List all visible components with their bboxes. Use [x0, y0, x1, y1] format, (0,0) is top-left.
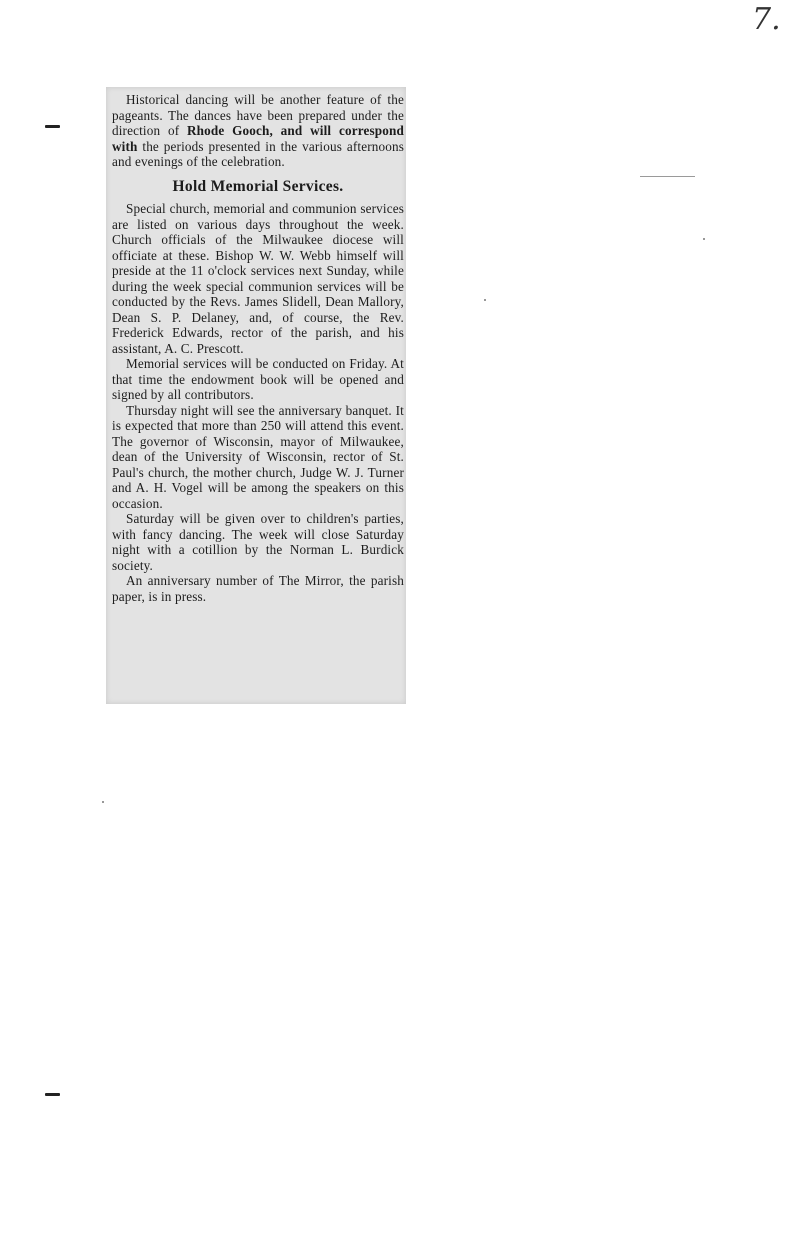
page-number: 7. — [752, 2, 781, 37]
intro-paragraph — [112, 92, 404, 170]
paragraph-services: Special church, memorial and communion services are listed on various days throughout the week. Church officials of the Milwaukee diocese will officiate at these. Bishop W. W. Webb himself will preside at the 11 o'clock services next Sunday, while during the week special communion services will be conducted by the Revs. James Slidell, Dean Mallory, Dean S. P. Delaney, and, of course, the Rev. Frederick Edwards, rector of the parish, and his assistant, A. C. Prescott. — [112, 201, 404, 356]
left-margin-mark-bottom — [45, 1093, 60, 1096]
stray-pencil-line — [640, 176, 695, 177]
paragraph-mirror: An anniversary number of The Mirror, the parish paper, is in press. — [112, 573, 404, 604]
stray-mark — [102, 801, 104, 803]
stray-mark — [484, 299, 486, 301]
paragraph-banquet: Thursday night will see the anniversary banquet. It is expected that more than 250 will attend this event. The governor of Wisconsin, mayor of Milwaukee, dean of the University of Wisconsin, rector of St. Paul's church, the mother church, Judge W. J. Turner and A. H. Vogel will be among the speakers on this occasion. — [112, 402, 404, 511]
intro-text-bold: Rhode Gooch, and will correspond with — [112, 123, 404, 154]
section-heading: Hold Memorial Services. — [172, 177, 344, 195]
left-margin-mark-top — [45, 125, 60, 128]
paragraph-memorial: Memorial services will be conducted on Friday. At that time the endowment book will be opened and signed by all contributors. — [112, 356, 404, 402]
paragraph-saturday: Saturday will be given over to children's parties, with fancy dancing. The week will close Saturday night with a cotillion by the Norman L. Burdick society. — [112, 511, 404, 573]
intro-text-before: Historical dancing will be another feature of the pageants. The dances have been prepared under the direction of — [112, 92, 404, 138]
stray-mark — [703, 238, 705, 240]
article-body — [112, 92, 404, 604]
intro-text-after: the periods presented in the various afternoons and evenings of the celebration. — [112, 138, 404, 169]
